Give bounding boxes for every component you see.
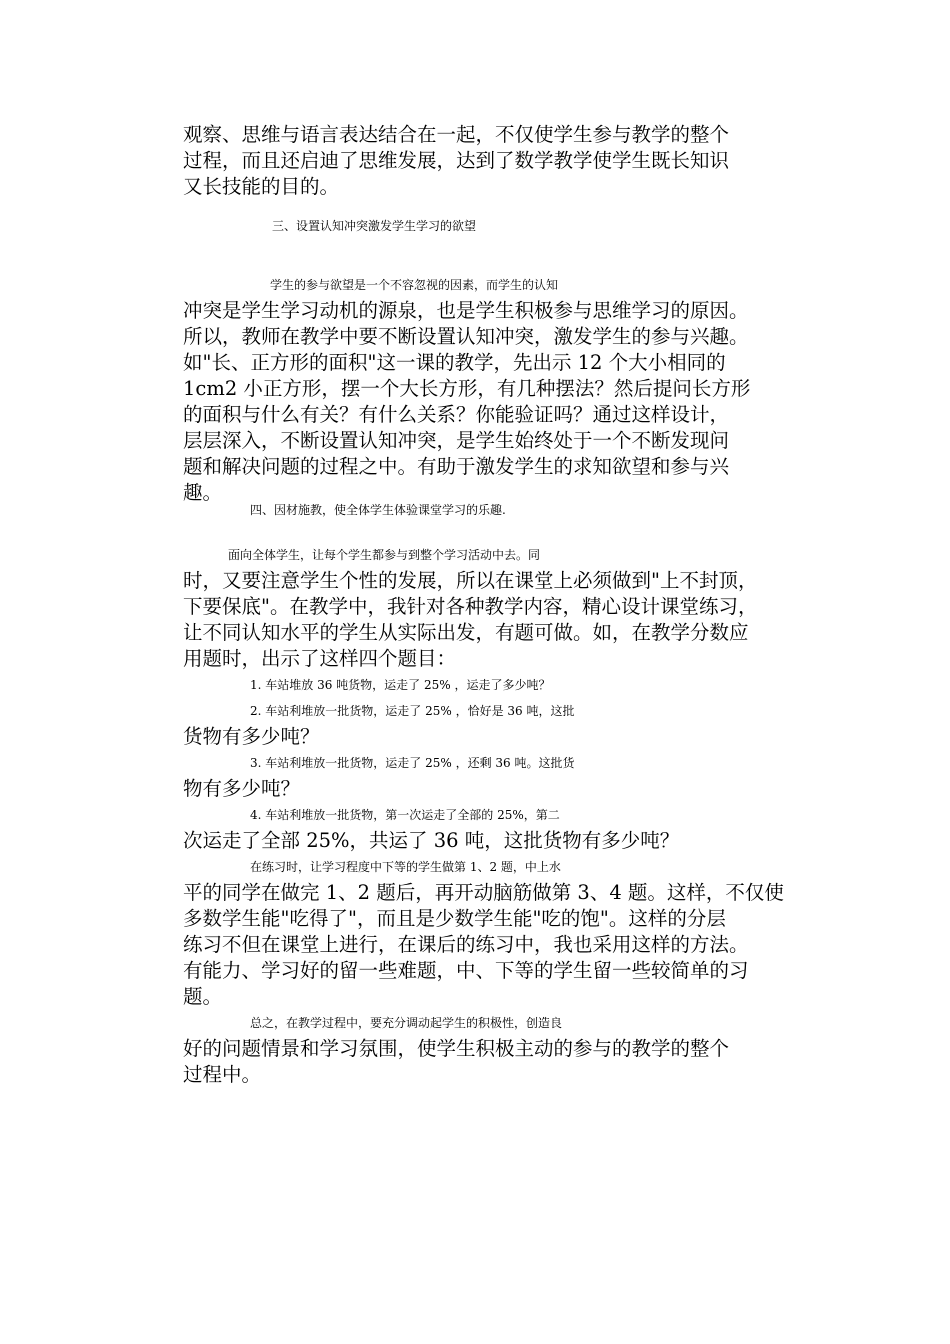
text-line: 下要保底"。在教学中，我针对各种教学内容，精心设计课堂练习， — [183, 595, 758, 618]
text-line: 1cm2 小正方形，摆一个大长方形，有几种摆法？然后提问长方形 — [183, 377, 751, 400]
text-line: 过程，而且还启迪了思维发展，达到了数学教学使学生既长知识 — [183, 149, 730, 172]
section-heading-3: 三、设置认知冲突激发学生学习的欲望 — [272, 219, 477, 233]
text-line: 用题时，出示了这样四个题目： — [183, 647, 457, 670]
text-line: 练习不但在课堂上进行，在课后的练习中，我也采用这样的方法。 — [183, 933, 749, 956]
text-line: 趣。 — [183, 481, 223, 504]
text-line: 题。 — [183, 985, 223, 1008]
text-line: 观察、思维与语言表达结合在一起，不仅使学生参与教学的整个 — [183, 123, 730, 146]
text-line: 如"长、正方形的面积"这一课的教学，先出示 12 个大小相同的 — [183, 351, 726, 374]
text-line: 的面积与什么有关？有什么关系？你能验证吗？通过这样设计， — [183, 403, 730, 426]
text-line: 过程中。 — [183, 1063, 262, 1086]
text-line: 平的同学在做完 1、2 题后，再开动脑筋做第 3、4 题。这样，不仅使 — [183, 881, 784, 904]
text-line: 学生的参与欲望是一个不容忽视的因素，而学生的认知 — [270, 278, 559, 292]
text-line: 在练习时，让学习程度中下等的学生做第 1、2 题，中上水 — [250, 860, 561, 874]
question-item: 2. 车站利堆放一批货物，运走了 25% ，恰好是 36 吨，这批 — [250, 704, 575, 718]
text-line: 题和解决问题的过程之中。有助于激发学生的求知欲望和参与兴 — [183, 455, 730, 478]
text-line: 所以，教师在教学中要不断设置认知冲突，激发学生的参与兴趣。 — [183, 325, 749, 348]
text-line: 总之，在教学过程中，要充分调动起学生的积极性，创造良 — [250, 1016, 563, 1030]
text-line: 又长技能的目的。 — [183, 175, 340, 198]
text-line: 次运走了全部 25%，共运了 36 吨，这批货物有多少吨？ — [183, 829, 680, 852]
text-line: 让不同认知水平的学生从实际出发，有题可做。如，在教学分数应 — [183, 621, 749, 644]
section-heading-4: 四、因材施教，使全体学生体验课堂学习的乐趣. — [250, 503, 506, 517]
text-line: 物有多少吨？ — [183, 777, 301, 800]
question-item: 4. 车站利堆放一批货物，第一次运走了全部的 25%，第二 — [250, 808, 560, 822]
question-item: 3. 车站利堆放一批货物，运走了 25% ，还剩 36 吨。这批货 — [250, 756, 575, 770]
text-line: 冲突是学生学习动机的源泉，也是学生积极参与思维学习的原因。 — [183, 299, 749, 322]
text-line: 有能力、学习好的留一些难题，中、下等的学生留一些较简单的习 — [183, 959, 749, 982]
question-item: 1. 车站堆放 36 吨货物，运走了 25% ，运走了多少吨？ — [250, 678, 551, 692]
text-line: 时，又要注意学生个性的发展，所以在课堂上必须做到"上不封顶， — [183, 569, 758, 592]
text-line: 多数学生能"吃得了"，而且是少数学生能"吃的饱"。这样的分层 — [183, 907, 726, 930]
text-line: 货物有多少吨？ — [183, 725, 320, 748]
text-line: 好的问题情景和学习氛围，使学生积极主动的参与的教学的整个 — [183, 1037, 730, 1060]
text-line: 面向全体学生，让每个学生都参与到整个学习活动中去。同 — [228, 548, 541, 562]
text-line: 层层深入，不断设置认知冲突，是学生始终处于一个不断发现问 — [183, 429, 730, 452]
